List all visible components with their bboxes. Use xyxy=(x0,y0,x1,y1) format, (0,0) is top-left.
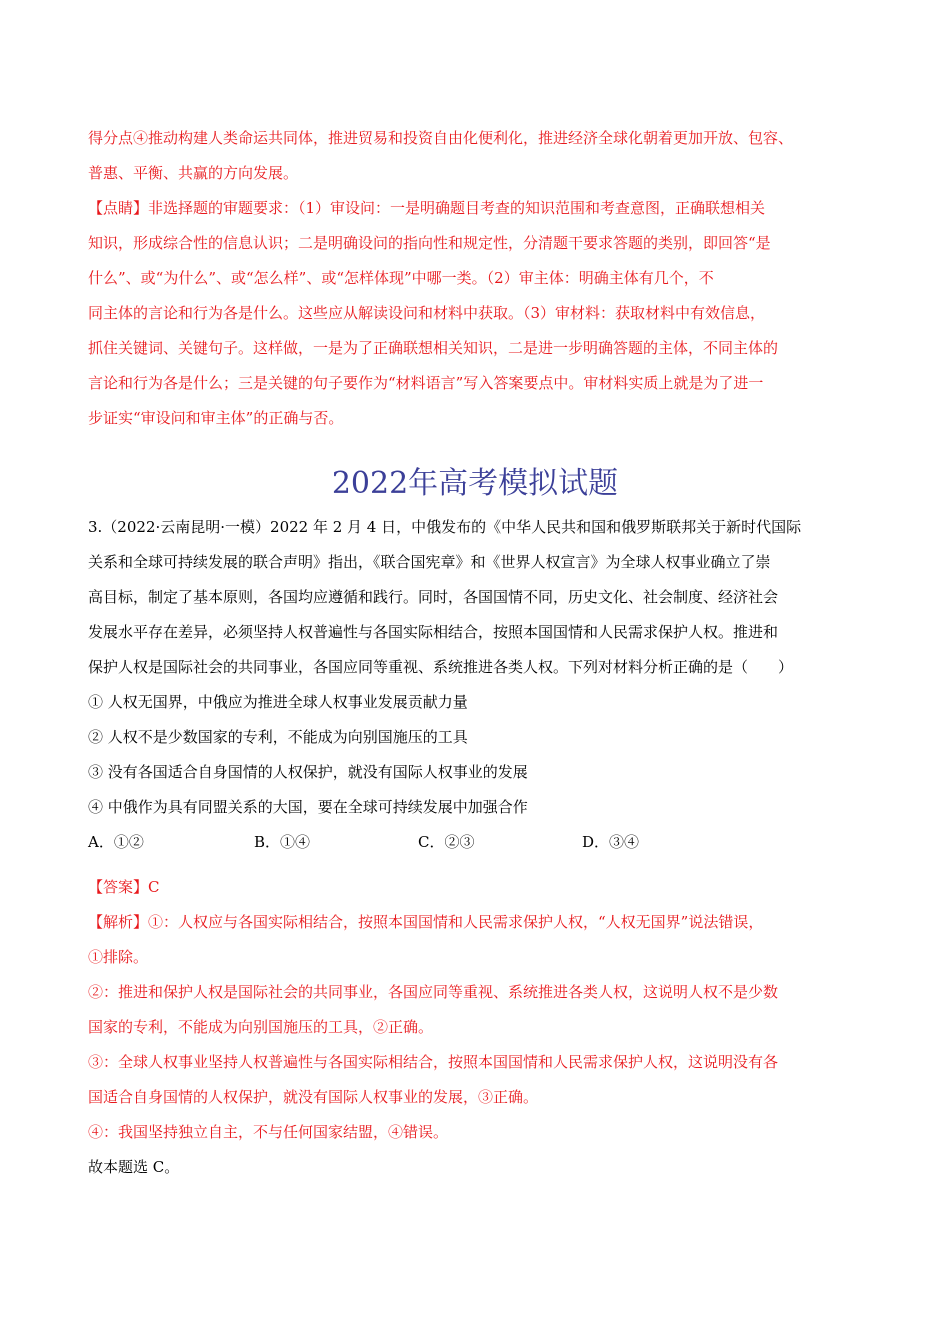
statement-3: ③ 没有各国适合自身国情的人权保护，就没有国际人权事业的发展 xyxy=(88,763,528,781)
text-line: 言论和行为各是什么；三是关键的句子要作为“材料语言”写入答案要点中。审材料实质上就是为了进一 xyxy=(88,374,764,392)
answer-analysis xyxy=(88,870,863,1150)
text-line: 什么”、或“为什么”、或“怎么样”、或“怎样体现”中哪一类。（2）审主体：明确主体有几个，不 xyxy=(88,269,714,287)
question-stem-line: 高目标，制定了基本原则，各国均应遵循和践行。同时，各国国情不同，历史文化、社会制度、经济社会 xyxy=(88,588,779,606)
question-3 xyxy=(88,510,863,860)
section-title: 2022年高考模拟试题 xyxy=(331,466,619,501)
conclusion xyxy=(88,1150,863,1185)
analysis-line: 国家的专利，不能成为向别国施压的工具，②正确。 xyxy=(88,1018,434,1036)
tip-line: 【点睛】非选择题的审题要求：（1）审设问：一是明确题目考查的知识范围和考查意图，正确联想相关 xyxy=(88,199,766,217)
text-line: 抓住关键词、关键句子。这样做，一是为了正确联想相关知识，二是进一步明确答题的主体，不同主体的 xyxy=(88,339,779,357)
question-stem-line: 保护人权是国际社会的共同事业，各国应同等重视、系统推进各类人权。下列对材料分析正确的是（ ） xyxy=(88,658,794,676)
choice-a: A．①② xyxy=(88,833,144,851)
conclusion-line: 故本题选 C。 xyxy=(88,1158,180,1176)
choice-c: C．②③ xyxy=(418,833,475,851)
statement-2: ② 人权不是少数国家的专利，不能成为向别国施压的工具 xyxy=(88,728,468,746)
analysis-line: ①排除。 xyxy=(88,948,149,966)
question-stem-line: 关系和全球可持续发展的联合声明》指出，《联合国宪章》和《世界人权宣言》为全球人权事业确立了崇 xyxy=(88,553,771,571)
analysis-line: 【解析】①：人权应与各国实际相结合，按照本国国情和人民需求保护人权，“人权无国界”说法错误， xyxy=(88,913,764,931)
text-line: 得分点④推动构建人类命运共同体，推进贸易和投资自由化便利化，推进经济全球化朝着更加开放、包容、 xyxy=(88,129,794,147)
question-stem-line: 3.（2022·云南昆明·一模）2022 年 2 月 4 日，中俄发布的《中华人民共和国和俄罗斯联邦关于新时代国际 xyxy=(88,518,802,536)
previous-question-explanation xyxy=(88,121,863,436)
choice-b: B．①④ xyxy=(254,833,311,851)
answer-choices xyxy=(88,825,863,860)
analysis-line: ②：推进和保护人权是国际社会的共同事业，各国应同等重视、系统推进各类人权，这说明人权不是少数 xyxy=(88,983,779,1001)
choice-d: D．③④ xyxy=(582,833,640,851)
text-line: 知识，形成综合性的信息认识；二是明确设问的指向性和规定性，分清题干要求答题的类别，即回答“是 xyxy=(88,234,771,252)
answer-line: 【答案】C xyxy=(88,878,160,896)
question-stem-line: 发展水平存在差异，必须坚持人权普遍性与各国实际相结合，按照本国国情和人民需求保护人权。推进和 xyxy=(88,623,779,641)
text-line: 普惠、平衡、共赢的方向发展。 xyxy=(88,164,299,182)
analysis-line: ③：全球人权事业坚持人权普遍性与各国实际相结合，按照本国国情和人民需求保护人权，这说明没有各 xyxy=(88,1053,779,1071)
statement-1: ① 人权无国界，中俄应为推进全球人权事业发展贡献力量 xyxy=(88,693,468,711)
statement-4: ④ 中俄作为具有同盟关系的大国，要在全球可持续发展中加强合作 xyxy=(88,798,528,816)
analysis-line: 国适合自身国情的人权保护，就没有国际人权事业的发展，③正确。 xyxy=(88,1088,539,1106)
analysis-line: ④：我国坚持独立自主，不与任何国家结盟，④错误。 xyxy=(88,1123,449,1141)
text-line: 步证实“审设问和审主体”的正确与否。 xyxy=(88,409,344,427)
text-line: 同主体的言论和行为各是什么。这些应从解读设问和材料中获取。（3）审材料：获取材料中有效信息， xyxy=(88,304,766,322)
